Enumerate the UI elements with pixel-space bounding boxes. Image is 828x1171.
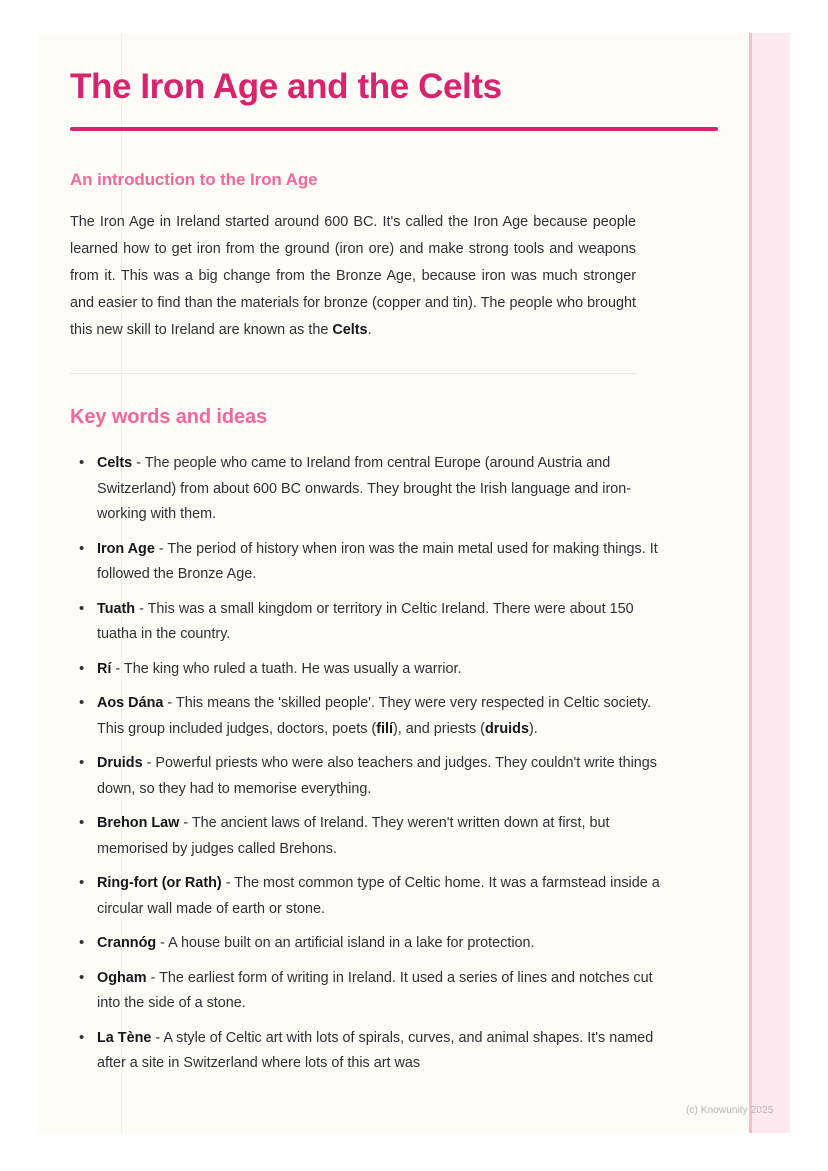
list-item: • Druids - Powerful priests who were also teachers and judges. They couldn't write things down, so they had to memorise everything. bbox=[70, 751, 669, 802]
page-title: The Iron Age and the Celts bbox=[70, 67, 502, 106]
intro-paragraph: The Iron Age in Ireland started around 600 BC. It's called the Iron Age because people learned how to get iron from the ground (iron ore) and make strong tools and weapons from it. This was a big change from the Bronze Age, because iron was much stronger and easier to find than the materials for bronze (copper and tin). The people who brought this new skill to Ireland are known as the Celts. bbox=[70, 214, 636, 338]
list-item: • Crannóg - A house built on an artificial island in a lake for protection. bbox=[70, 931, 669, 957]
page-content bbox=[70, 33, 670, 1086]
list-item: • La Tène - A style of Celtic art with lots of spirals, curves, and animal shapes. It's named after a site in Switzerland where lots of this art was bbox=[70, 1026, 669, 1077]
section-heading-key-words: Key words and ideas bbox=[70, 406, 268, 428]
section-heading-introduction: An introduction to the Iron Age bbox=[70, 170, 318, 189]
list-item: • Iron Age - The period of history when iron was the main metal used for making things. It followed the Bronze Age. bbox=[70, 537, 669, 588]
copyright-watermark: (c) Knowunity 2025 bbox=[686, 1105, 774, 1116]
list-item: • Rí - The king who ruled a tuath. He was usually a warrior. bbox=[70, 657, 669, 683]
list-item: • Aos Dána - This means the 'skilled people'. They were very respected in Celtic society. This group included judges, doctors, poets (filí), and priests (druids). bbox=[70, 691, 669, 742]
list-item: • Tuath - This was a small kingdom or territory in Celtic Ireland. There were about 150 tuatha in the country. bbox=[70, 597, 669, 648]
list-item: • Brehon Law - The ancient laws of Ireland. They weren't written down at first, but memorised by judges called Brehons. bbox=[70, 811, 669, 862]
list-item: • Ring-fort (or Rath) - The most common type of Celtic home. It was a farmstead inside a circular wall made of earth or stone. bbox=[70, 871, 669, 922]
key-words-list bbox=[70, 430, 670, 1077]
list-item: • Celts - The people who came to Ireland from central Europe (around Austria and Switzerland) from about 600 BC onwards. They brought the Irish language and iron-working with them. bbox=[70, 451, 669, 528]
page-side-band bbox=[752, 33, 790, 1133]
note-page bbox=[38, 33, 790, 1133]
list-item: • Ogham - The earliest form of writing in Ireland. It used a series of lines and notches cut into the side of a stone. bbox=[70, 966, 669, 1017]
